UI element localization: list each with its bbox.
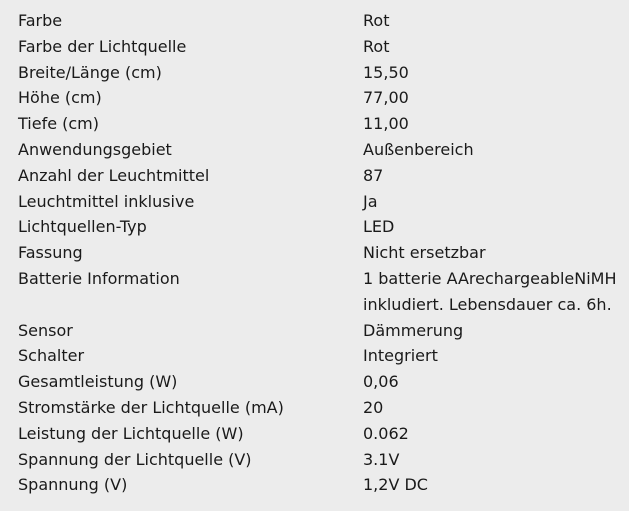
spec-row (18, 240, 629, 266)
spec-value-line: 1 batterie AArechargeableNiMH (363, 268, 617, 288)
spec-value-line: 1,2V DC (363, 475, 428, 495)
spec-label: Breite/Länge (cm) (18, 62, 162, 82)
spec-row (18, 369, 629, 395)
spec-row (18, 266, 629, 318)
spec-value-line: 3.1V (363, 449, 400, 469)
spec-row (18, 163, 629, 189)
spec-row (18, 395, 629, 421)
spec-value-line: inkludiert. Lebensdauer ca. 6h. (363, 294, 612, 314)
spec-label: Fassung (18, 243, 83, 263)
spec-label: Stromstärke der Lichtquelle (mA) (18, 397, 284, 417)
spec-label: Farbe der Lichtquelle (18, 36, 187, 56)
spec-label: Batterie Information (18, 268, 180, 288)
spec-label: Leistung der Lichtquelle (W) (18, 423, 244, 443)
spec-label: Anzahl der Leuchtmittel (18, 165, 210, 185)
spec-value-line: Rot (363, 11, 390, 30)
spec-value (363, 214, 629, 240)
spec-value (363, 266, 629, 318)
spec-value-line: Rot (363, 36, 390, 56)
spec-value (363, 8, 629, 34)
spec-value (363, 369, 629, 395)
spec-label: Leuchtmittel inklusive (18, 191, 195, 211)
spec-value (363, 343, 629, 369)
spec-value-line: 11,00 (363, 114, 409, 134)
spec-value (363, 60, 629, 86)
spec-value-line: LED (363, 217, 395, 237)
spec-row (18, 34, 629, 60)
spec-row (18, 85, 629, 111)
spec-value-line: Außenbereich (363, 139, 474, 159)
spec-value (363, 85, 629, 111)
spec-label: Tiefe (cm) (18, 114, 99, 134)
spec-row (18, 343, 629, 369)
spec-row (18, 111, 629, 137)
spec-value-line: Ja (363, 191, 378, 211)
spec-row (18, 60, 629, 86)
spec-value-line: Integriert (363, 346, 438, 366)
spec-value-line: 0,06 (363, 372, 399, 392)
spec-table (18, 8, 629, 498)
spec-value (363, 421, 629, 447)
spec-value-line: 15,50 (363, 62, 409, 82)
spec-value (363, 34, 629, 60)
spec-label: Gesamtleistung (W) (18, 372, 178, 392)
spec-label: Spannung (V) (18, 475, 128, 495)
spec-value-line: 77,00 (363, 88, 409, 108)
spec-value (363, 111, 629, 137)
spec-value-line: 20 (363, 397, 384, 417)
spec-value (363, 189, 629, 215)
spec-row (18, 8, 629, 34)
spec-label: Schalter (18, 346, 85, 366)
spec-value (363, 240, 629, 266)
spec-label: Lichtquellen-Typ (18, 217, 147, 237)
spec-value-line: 87 (363, 165, 384, 185)
spec-row (18, 214, 629, 240)
spec-value (363, 137, 629, 163)
spec-row (18, 447, 629, 473)
spec-label: Spannung der Lichtquelle (V) (18, 449, 252, 469)
spec-value-line: Dämmerung (363, 320, 464, 340)
spec-value (363, 395, 629, 421)
spec-row (18, 318, 629, 344)
spec-row (18, 137, 629, 163)
spec-label: Anwendungsgebiet (18, 139, 172, 159)
spec-label: Farbe (18, 11, 63, 30)
spec-label: Höhe (cm) (18, 88, 102, 108)
spec-value-line: 0.062 (363, 423, 409, 443)
spec-row (18, 472, 629, 498)
spec-value (363, 472, 629, 498)
spec-value (363, 447, 629, 473)
spec-value-line: Nicht ersetzbar (363, 243, 486, 263)
spec-row (18, 189, 629, 215)
spec-row (18, 421, 629, 447)
spec-label: Sensor (18, 320, 73, 340)
spec-value (363, 163, 629, 189)
spec-value (363, 318, 629, 344)
